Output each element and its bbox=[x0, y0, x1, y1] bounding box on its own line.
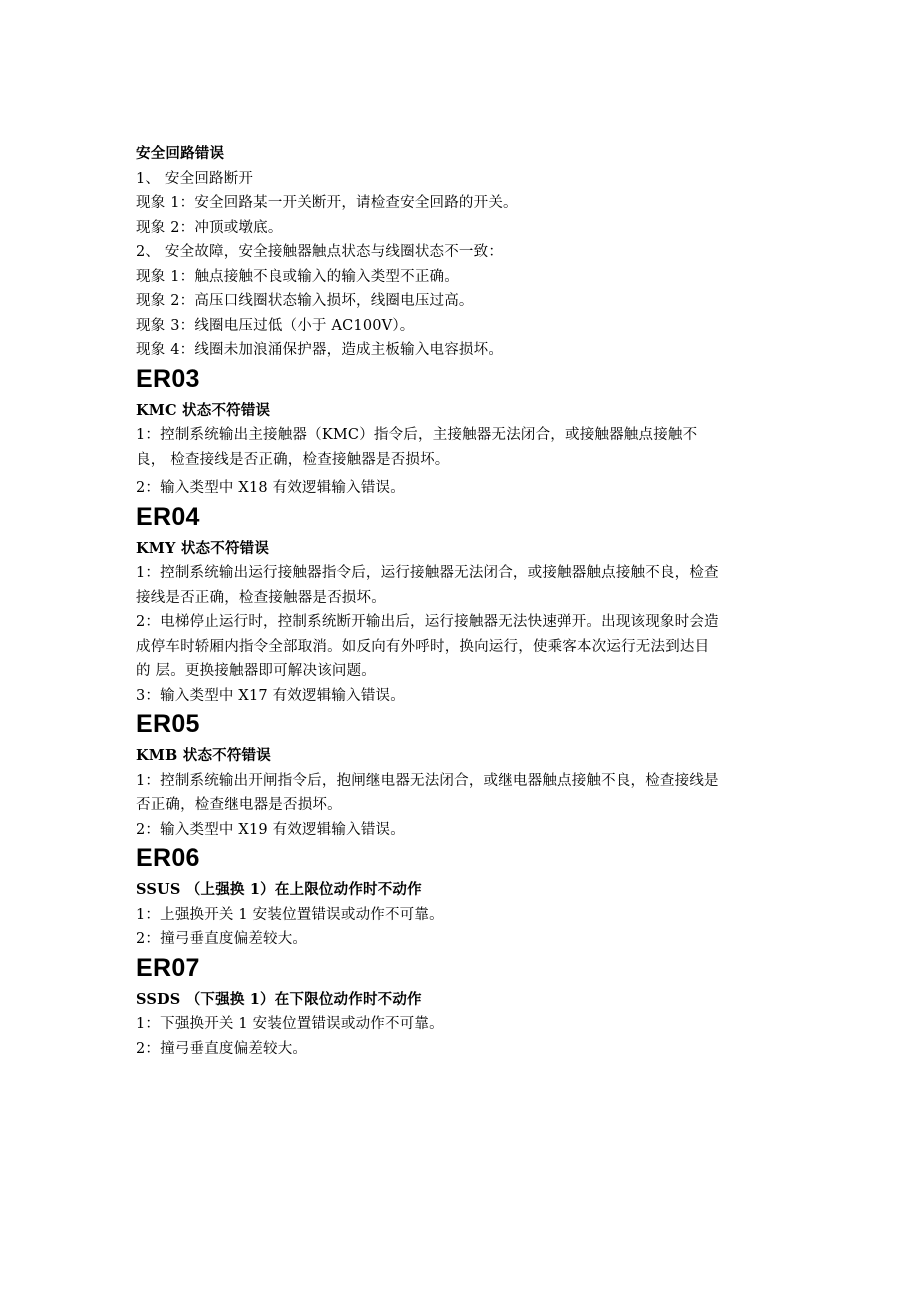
document-content bbox=[136, 142, 796, 1061]
section-line: 2：电梯停止运行时，控制系统断开输出后，运行接触器无法快速弹开。出现该现象时会造 bbox=[136, 614, 719, 630]
section-line: 接线是否正确，检查接触器是否损坏。 bbox=[136, 589, 386, 606]
intro-line: 现象 1：安全回路某一开关断开，请检查安全回路的开关。 bbox=[136, 195, 518, 211]
error-code-heading: ER06 bbox=[136, 844, 200, 872]
section-line: 1：上强换开关 1 安装位置错误或动作不可靠。 bbox=[136, 906, 444, 923]
section-title: KMC 状态不符错误 bbox=[136, 401, 271, 419]
intro-line: 现象 2：高压口线圈状态输入损坏，线圈电压过高。 bbox=[136, 293, 474, 309]
section-line: 成停车时轿厢内指令全部取消。如反向有外呼时，换向运行，使乘客本次运行无法到达目 bbox=[136, 638, 710, 655]
error-code-heading: ER03 bbox=[136, 364, 200, 393]
section-line: 2：输入类型中 X18 有效逻辑输入错误。 bbox=[136, 480, 405, 496]
intro-line: 2、 安全故障，安全接触器触点状态与线圈状态不一致： bbox=[136, 244, 504, 260]
section-title: KMY 状态不符错误 bbox=[136, 539, 270, 557]
section-title: SSUS （上强换 1）在上限位动作时不动作 bbox=[136, 881, 422, 898]
section-title: KMB 状态不符错误 bbox=[136, 747, 271, 764]
section-line: 1：控制系统输出开闸指令后，抱闸继电器无法闭合，或继电器触点接触不良，检查接线是 bbox=[136, 772, 719, 789]
intro-line: 1、 安全回路断开 bbox=[136, 170, 254, 187]
section-line: 3：输入类型中 X17 有效逻辑输入错误。 bbox=[136, 687, 405, 704]
section-line: 良， 检查接线是否正确，检查接触器是否损坏。 bbox=[136, 451, 450, 468]
intro-line: 现象 3：线圈电压过低（小于 AC100V）。 bbox=[136, 317, 415, 334]
section-line: 2：撞弓垂直度偏差较大。 bbox=[136, 1040, 308, 1057]
error-code-heading: ER07 bbox=[136, 953, 200, 982]
intro-line: 现象 1：触点接触不良或输入的输入类型不正确。 bbox=[136, 268, 459, 285]
intro-title: 安全回路错误 bbox=[136, 145, 225, 162]
error-code-heading: ER05 bbox=[136, 710, 200, 738]
section-line: 1：控制系统输出主接触器（KMC）指令后，主接触器无法闭合，或接触器触点接触不 bbox=[136, 427, 698, 443]
intro-line: 现象 4：线圈未加浪涌保护器，造成主板输入电容损坏。 bbox=[136, 342, 504, 358]
section-line: 否正确，检查继电器是否损坏。 bbox=[136, 797, 342, 813]
section-line: 2：输入类型中 X19 有效逻辑输入错误。 bbox=[136, 821, 405, 838]
section-line: 1：下强换开关 1 安装位置错误或动作不可靠。 bbox=[136, 1016, 444, 1032]
section-line: 2：撞弓垂直度偏差较大。 bbox=[136, 931, 308, 947]
section-line: 的 层。更换接触器即可解决该问题。 bbox=[136, 663, 377, 679]
section-title: SSDS （下强换 1）在下限位动作时不动作 bbox=[136, 990, 422, 1008]
section-line: 1：控制系统输出运行接触器指令后，运行接触器无法闭合，或接触器触点接触不良，检查 bbox=[136, 565, 719, 581]
error-code-heading: ER04 bbox=[136, 502, 200, 531]
intro-line: 现象 2：冲顶或墩底。 bbox=[136, 219, 283, 236]
